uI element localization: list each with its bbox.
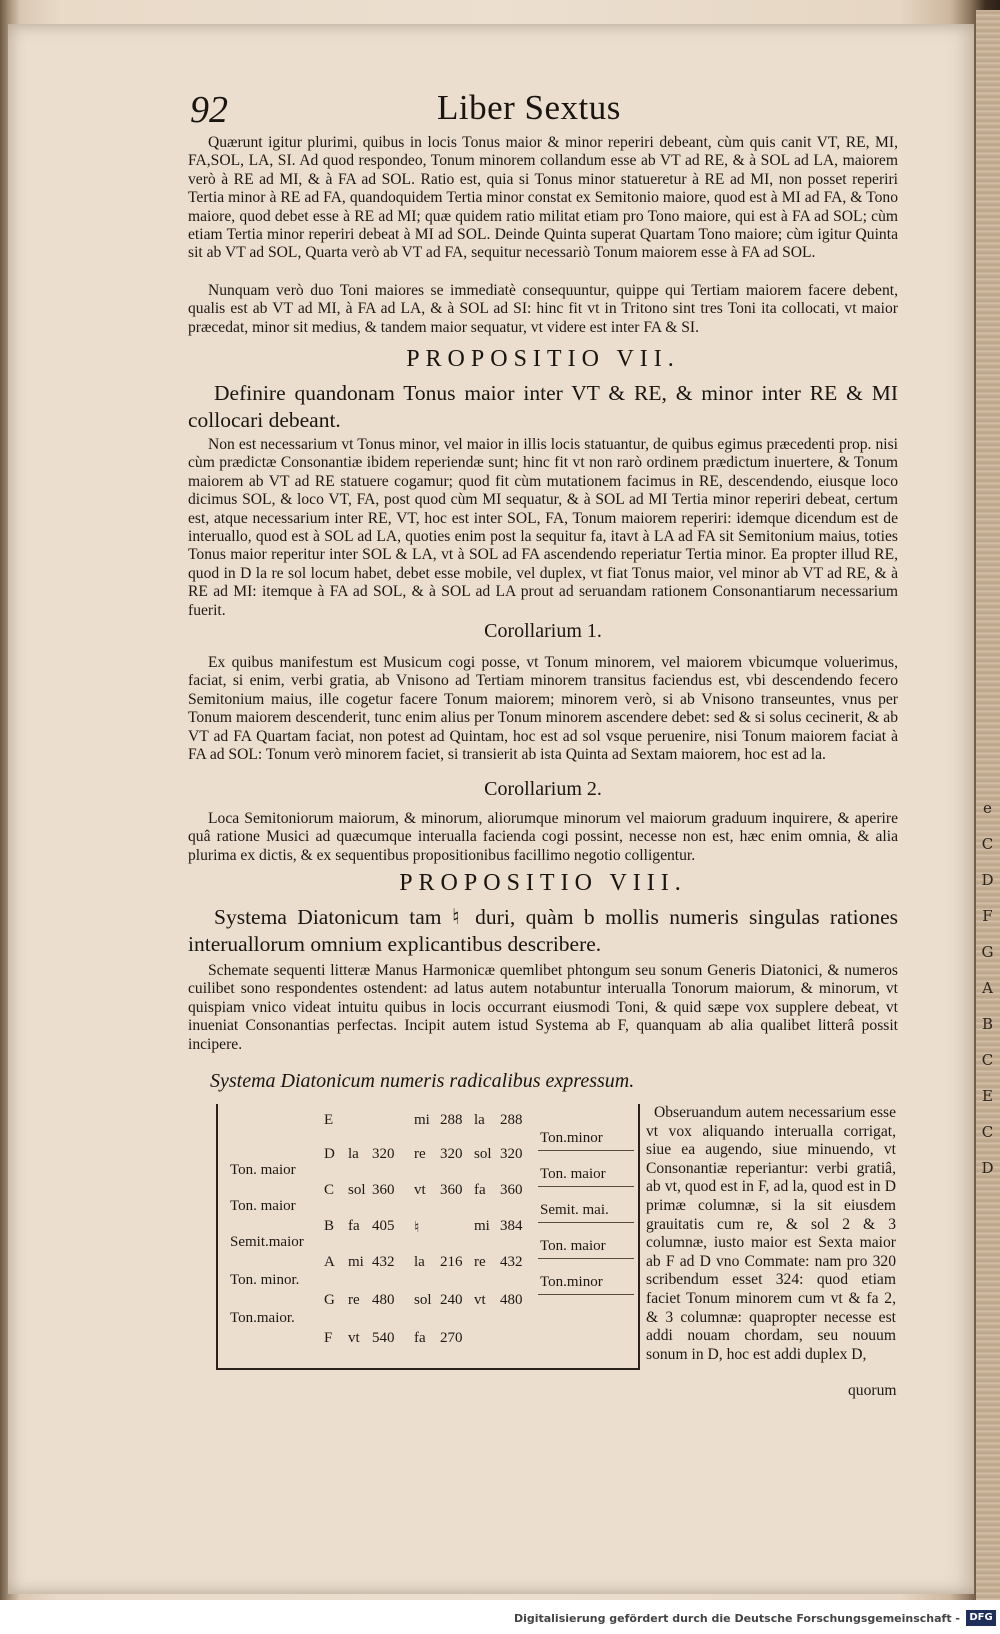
paragraph-2: Nunquam verò duo Toni maiores se immediatè consequuntur, quippe qui Tertiam maiorem facere debent, qualis est ab VT ad MI, à FA ad LA, & à SOL ad SI: hinc fit vt in Tritono sint tres Toni ita collocati, vt maior præcedat, minor sit medius, & tandem maior sequatur, vt videre est inter FA & SI. (188, 282, 898, 336)
interval-label-right: Semit. mai. (540, 1202, 609, 1218)
interval-label-right: Ton.minor (540, 1274, 603, 1290)
table-cell-c3s: la (474, 1112, 485, 1128)
table-cell-c1n: 405 (372, 1218, 395, 1234)
table-cell-c1n: 360 (372, 1182, 395, 1198)
margin-letter: C (981, 1051, 994, 1069)
proposition-7-title: Definire quandonam Tonus maior inter VT & RE, & minor inter RE & MI collocari debeant. (188, 381, 898, 432)
proposition-7-heading: PROPOSITIO VII. (406, 346, 680, 372)
table-cell-c2s: mi (414, 1112, 430, 1128)
paragraph-6: Schemate sequenti litteræ Manus Harmonicæ quemlibet phtongum seu sonum Generis Diatonici, & numeros cuilibet sono respondentes ostendent: ad latus autem notabuntur interualla Tonorum maiorum, & minorum, vt quispiam vnico videat intuitu quibus in locis occurrant eiusmodi Toni, & quid sæpe vox supplere debeat, vt inueniat Consonantias perfectas. Incipit autem istud Systema ab F, quanquam ab alia qualibet litterâ possit incipere. (188, 962, 898, 1053)
interval-divider (538, 1222, 634, 1223)
funding-credit: Digitalisierung gefördert durch die Deutsche Forschungsgemeinschaft - (513, 1612, 960, 1625)
interval-label-left: Ton. maior (230, 1162, 296, 1178)
interval-label-right: Ton. maior (540, 1238, 606, 1254)
page-number: 92 (190, 89, 228, 131)
table-cell-c2s: vt (414, 1182, 426, 1198)
margin-letters (975, 790, 1000, 1186)
table-cell-c3n: 432 (500, 1254, 523, 1270)
margin-letter: E (982, 1087, 993, 1105)
footer-bar (0, 1602, 1000, 1634)
interval-divider (538, 1150, 634, 1151)
table-cell-letter: G (324, 1292, 335, 1308)
table-cell-c2n: 270 (440, 1330, 463, 1346)
margin-letter: C (981, 835, 994, 853)
system-title: Systema Diatonicum numeris radicalibus expressum. (210, 1070, 635, 1092)
paragraph-5: Loca Semitoniorum maiorum, & minorum, aliorumque minorum vel maiorum graduum inquirere, & aperire quâ ratione Musici ad quæcumque interualla facienda cogi possint, necesse non est, hæc enim omnia, & alia plurima ex dictis, & ex sequentibus propositionibus facillimo negotio colligentur. (188, 810, 898, 864)
table-cell-c3s: mi (474, 1218, 490, 1234)
table-cell-c2s: fa (414, 1330, 426, 1346)
table-cell-letter: E (324, 1112, 334, 1128)
table-cell-c3s: re (474, 1254, 486, 1270)
paragraph-1: Quærunt igitur plurimi, quibus in locis Tonus maior & minor reperiri debeant, cùm quis canit VT, RE, MI, FA,SOL, LA, SI. Ad quod respondeo, Tonum minorem collandum esse ab VT ad RE, & à SOL ad LA, maiorem verò à RE ad MI, & à FA ad SOL. Ratio est, quia si Tonus minor statueretur à RE ad MI, non posset reperiri Tertia minor à RE ad FA, quandoquidem Tertia minor constat ex Semitonio maiore, quod est à MI ad FA, & Tono maiore, quod debet esse à RE ad MI; quæ quidem ratio militat etiam pro Tono maiore, qui est à FA ad SOL; cùm etiam Tertia minor reperiri debeat à MI ad SOL. Deinde Quinta superat Quartam Tono maiore; cùm igitur Quinta sit ab VT ad SOL, Quarta verò ab VT ad FA, sequitur necessariò Tonum maiorem esse à FA ad SOL. (188, 134, 898, 262)
table-cell-letter: F (324, 1330, 333, 1346)
interval-label-right: Ton.minor (540, 1130, 603, 1146)
interval-label-left: Ton. maior (230, 1198, 296, 1214)
table-cell-letter: B (324, 1218, 335, 1234)
table-cell-c1s: vt (348, 1330, 360, 1346)
table-cell-c2n: 240 (440, 1292, 463, 1308)
running-head: Liber Sextus (437, 88, 621, 127)
table-cell-c3n: 480 (500, 1292, 523, 1308)
margin-letter: D (981, 1159, 994, 1177)
interval-label-left: Semit.maior (230, 1234, 304, 1250)
table-cell-c1n: 480 (372, 1292, 395, 1308)
table-cell-c2s: re (414, 1146, 426, 1162)
table-cell-c2n: 216 (440, 1254, 463, 1270)
table-cell-c3s: vt (474, 1292, 486, 1308)
table-cell-c2s: ♮ (414, 1220, 420, 1236)
margin-letter: G (981, 943, 994, 961)
table-cell-c1s: re (348, 1292, 360, 1308)
table-cell-c2s: sol (414, 1292, 432, 1308)
interval-label-left: Ton.maior. (230, 1310, 295, 1326)
table-cell-c1s: la (348, 1146, 359, 1162)
interval-label-left: Ton. minor. (230, 1272, 300, 1288)
corollary-1-heading: Corollarium 1. (484, 620, 602, 642)
interval-divider (538, 1258, 634, 1259)
interval-divider (538, 1186, 634, 1187)
paragraph-3: Non est necessarium vt Tonus minor, vel maior in illis locis statuantur, de quibus egimus præcedenti prop. nisi cùm prædictæ Consonantiæ ibidem reperiendæ sunt; hinc fit vt non rarò ordinem prædictum inuertere, & Tonum maiorem ab VT ad RE statuere cogamur; quod fit cùm mutationem facimus in RE, descendendo, eiusque loco dicimus SOL, & loco VT, FA, post quod cùm MI sequatur, & à SOL ad MI Tertia minor reperiri debeat, certum est, atque necessarium inter RE, VT, hoc est inter SOL, FA, Tonum maiorem reperiri: idemque dicendum est de interuallo, quod est à SOL ad LA, quoties enim post la sequitur fa, itavt à LA ad FA sit Semitonium maius, toties Tonus maior reperitur inter SOL & LA, vt à SOL ad FA ascendendo reperiatur Tertia minor. Ea propter illud RE, quod in D la re sol locum habet, debet esse mobile, vel duplex, vt fiat Tonus maior, vel minor ab VT ad RE, & à RE ad MI: itemque à FA ad SOL, & à SOL ad LA prout ad seruandam rationem Consonantiarum necessarium fuerit. (188, 436, 898, 619)
margin-letter: C (981, 1123, 994, 1141)
table-cell-c1s: sol (348, 1182, 366, 1198)
table-cell-c3s: sol (474, 1146, 492, 1162)
diatonic-system-table (216, 1104, 640, 1370)
table-cell-c1n: 320 (372, 1146, 395, 1162)
margin-letter: A (982, 979, 993, 997)
table-cell-c1s: fa (348, 1218, 360, 1234)
dfg-logo: DFG (966, 1610, 996, 1626)
table-cell-c3n: 320 (500, 1146, 523, 1162)
margin-letter: e (983, 799, 992, 817)
interval-label-right: Ton. maior (540, 1166, 606, 1182)
table-cell-c2n: 288 (440, 1112, 463, 1128)
interval-divider (538, 1294, 634, 1295)
margin-letter: D (981, 871, 994, 889)
catchword: quorum (848, 1382, 897, 1399)
proposition-8-title: Systema Diatonicum tam ♮ duri, quàm b mollis numeris singulas rationes interuallorum omnium explicantibus describere. (188, 905, 898, 956)
table-cell-c1n: 432 (372, 1254, 395, 1270)
corollary-2-heading: Corollarium 2. (484, 778, 602, 800)
paragraph-4: Ex quibus manifestum est Musicum cogi posse, vt Tonum minorem, vel maiorem vbicumque voluerimus, faciat, si enim, verbi gratia, ab Vnisono ad Tertiam minorem transitus faciendus est, vbi descendendo fecero Semitonium maius, ille cogetur facere Tonum maiorem; minorem verò, si ab Vnisono transeuntes, vnus per Tonum maiorem descenderit, tunc enim alius per Tonum minorem ascendere debet: sed & si solus cecinerit, & ab VT ad FA Quartam faciat, non potest ad Quintam, hoc est ad sol vsque peruenire, nisi Tonum maiorem faciat à FA ad SOL: Tonum verò minorem faciet, si transierit ab ista Quinta ad Sextam maiorem, hoc est ad la. (188, 654, 898, 764)
table-cell-letter: C (324, 1182, 335, 1198)
table-cell-c3n: 384 (500, 1218, 523, 1234)
table-cell-c2n: 360 (440, 1182, 463, 1198)
table-cell-c1s: mi (348, 1254, 364, 1270)
table-cell-c2n: 320 (440, 1146, 463, 1162)
side-commentary: Obseruandum autem necessarium esse vt vox aliquando interualla corrigat, siue ea augendo, siue minuendo, vt Consonantiæ reperiantur: verbi gratiâ, ab vt, quod est in F, ad la, quod est in D primæ columnæ, si la sit eiusdem grauitatis cum re, & sol 2 & 3 columnæ, iusto maior est Sexta maior ab F ad D vno Commate: nam pro 320 scribendum esset 324: quod etiam faciet Tonum minorem cum vt & fa 2, & 3 columnæ: quapropter necesse est addi nouam chordam, seu nouum sonum in D, hoc est addi duplex D, (646, 1104, 896, 1363)
table-cell-letter: D (324, 1146, 335, 1162)
table-cell-c2s: la (414, 1254, 425, 1270)
margin-letter: F (982, 907, 993, 925)
table-cell-c3s: fa (474, 1182, 486, 1198)
proposition-8-heading: PROPOSITIO VIII. (399, 870, 687, 896)
margin-letter: B (981, 1015, 994, 1033)
table-cell-c3n: 288 (500, 1112, 523, 1128)
table-cell-letter: A (324, 1254, 335, 1270)
table-cell-c3n: 360 (500, 1182, 523, 1198)
table-cell-c1n: 540 (372, 1330, 395, 1346)
